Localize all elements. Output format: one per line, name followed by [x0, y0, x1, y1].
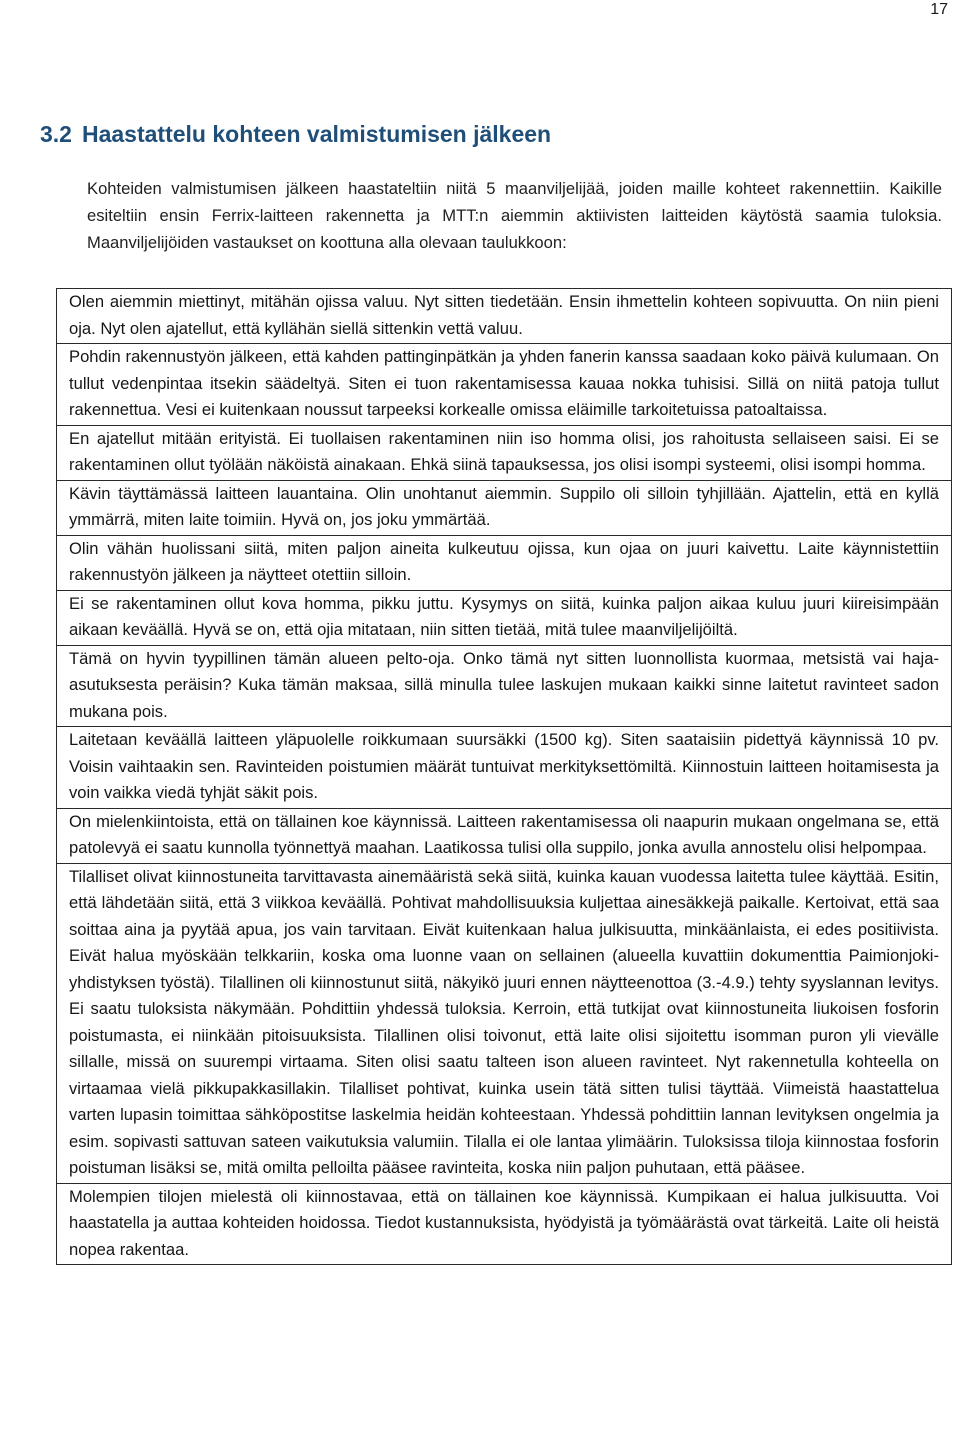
answer-cell: Laitetaan keväällä laitteen yläpuolelle roikkumaan suursäkki (1500 kg). Siten saataisiin pidettyä käynnissä 10 pv. Voisin vaihtaakin sen. Ravinteiden poistumien määrät tuntuivat merkityksettömiltä. Kiinnostuin laitteen hoitamisesta ja voin vaikka viedä tyhjät säkit pois.	[57, 727, 952, 809]
answer-cell: Ei se rakentaminen ollut kova homma, pikku juttu. Kysymys on siitä, kuinka paljon aikaa kuluu juuri kiireisimpään aikaan keväällä. Hyvä se on, että ojia mitataan, niin sitten tietää, mitä tulee maanviljelijöiltä.	[57, 590, 952, 645]
answer-cell: Tilalliset olivat kiinnostuneita tarvittavasta ainemääristä sekä siitä, kuinka kauan vuodessa laitetta tulee käyttää. Esitin, että lähdetään siitä, että 3 viikkoa keväällä. Pohtivat mahdollisuuksia kuljettaa ainesäkkejä paikalle. Kertoivat, että saa soittaa aina ja pyytää apua, jos vain tarvitaan. Eivät kuitenkaan halua julkisuutta, minkäänlaista, ei edes positiivista. Eivät halua myöskään telkkariin, koska oma luonne vaan on sellainen (alueella kuvattiin dokumenttia Paimionjoki-yhdistyksen työstä). Tilallinen oli kiinnostunut siitä, näkyikö juuri ennen näytteenottoa (3.-4.9.) tehty syyslannan levitys. Ei saatu tuloksista näkymään. Pohdittiin yhdessä tuloksia. Kerroin, että tutkijat ovat kiinnostuneita liukoisen fosforin poistumasta, ei niinkään pitoisuuksista. Tilallinen olisi toivonut, että laite olisi sijoitettu isomman puron yli vievälle sillalle, missä on suurempi virtaama. Siten olisi saatu talteen ison alueen ravinteet. Nyt rakennetulla kohteella on virtaamaa vielä pikkupakkasillakin. Tilalliset pohtivat, kuinka usein tätä sitten tulisi täyttää. Viimeistä haastattelua varten lupasin toimittaa sähköpostitse laskelmia heidän kohteestaan. Yhdessä pohdittiin lannan levityksen ongelmia ja esim. sopivasti sattuvan sateen vaikutuksia valumiin. Tilalla ei ole lantaa ylimäärin. Tuloksissa tiloja kiinnostaa fosforin poistuman lisäksi se, mitä omilta pelloilta pääsee ravinteita, koska niin paljon puhutaan, että pääsee.	[57, 863, 952, 1183]
page-number: 17	[930, 1, 948, 18]
table-row	[57, 590, 952, 645]
section-title: Haastattelu kohteen valmistumisen jälkeen	[81, 121, 552, 147]
answer-cell: Tämä on hyvin tyypillinen tämän alueen pelto-oja. Onko tämä nyt sitten luonnollista kuormaa, metsistä vai haja-asutuksesta peräisin? Kuka tämän maksaa, sillä minulla tulee laskujen mukaan kaikki sinne laitetut ravinteet sadon mukana pois.	[57, 645, 952, 727]
table-row	[57, 344, 952, 426]
table-row	[57, 645, 952, 727]
section-number: 3.2	[40, 121, 72, 147]
answer-cell: En ajatellut mitään erityistä. Ei tuollaisen rakentaminen niin iso homma olisi, jos rahoitusta sellaiseen saisi. Ei se rakentaminen ollut työlään näköistä ainakaan. Ehkä siinä tapauksessa, jos olisi isompi systeemi, olisi isompi homma.	[57, 425, 952, 480]
section-heading	[40, 118, 551, 150]
table-row	[57, 480, 952, 535]
table-row	[57, 727, 952, 809]
table-row	[57, 863, 952, 1183]
table-row	[57, 808, 952, 863]
answer-cell: Molempien tilojen mielestä oli kiinnostavaa, että on tällainen koe käynnissä. Kumpikaan ei halua julkisuutta. Voi haastatella ja auttaa kohteiden hoidossa. Tiedot kustannuksista, hyödyistä ja työmäärästä ovat tärkeitä. Laite oli heistä nopea rakentaa.	[57, 1183, 952, 1265]
table-row	[57, 289, 952, 344]
answer-cell: Kävin täyttämässä laitteen lauantaina. Olin unohtanut aiemmin. Suppilo oli silloin tyhjillään. Ajattelin, että en kyllä ymmärrä, miten laite toimiin. Hyvä on, jos joku ymmärtää.	[57, 480, 952, 535]
intro-paragraph: Kohteiden valmistumisen jälkeen haastateltiin niitä 5 maanviljelijää, joiden maille kohteet rakennettiin. Kaikille esiteltiin ensin Ferrix-laitteen rakennetta ja MTT:n aiemmin aktiivisten laitteiden käytöstä saamia tuloksia. Maanviljelijöiden vastaukset on koottuna alla olevaan taulukkoon:	[87, 179, 942, 252]
answer-cell: Olin vähän huolissani siitä, miten paljon aineita kulkeutuu ojissa, kun ojaa on juuri kaivettu. Laite käynnistettiin rakennustyön jälkeen ja näytteet otettiin silloin.	[57, 535, 952, 590]
answer-cell: Olen aiemmin miettinyt, mitähän ojissa valuu. Nyt sitten tiedetään. Ensin ihmettelin kohteen sopivuutta. On niin pieni oja. Nyt olen ajatellut, että kyllähän siellä sittenkin vettä valuu.	[57, 289, 952, 344]
table-row	[57, 425, 952, 480]
table-row	[57, 535, 952, 590]
answer-cell: Pohdin rakennustyön jälkeen, että kahden pattinginpätkän ja yhden fanerin kanssa saadaan koko päivä kulumaan. On tullut vedenpintaa itsekin säädeltyä. Siten ei tuon rakentamisessa kauaa nokka tuhisisi. Sillä on niitä patoja tullut rakennettua. Vesi ei kuitenkaan noussut tarpeeksi korkealle omissa eläimille tarkoitetuissa patoaltaissa.	[57, 344, 952, 426]
interview-answers-table	[56, 288, 952, 1265]
table-row	[57, 1183, 952, 1265]
answer-cell: On mielenkiintoista, että on tällainen koe käynnissä. Laitteen rakentamisessa oli naapurin mukaan ongelmana se, että patolevyä ei saatu kunnolla työnnettyä maahan. Laatikossa tulisi olla suppilo, jonka avulla annostelu olisi helpompaa.	[57, 808, 952, 863]
